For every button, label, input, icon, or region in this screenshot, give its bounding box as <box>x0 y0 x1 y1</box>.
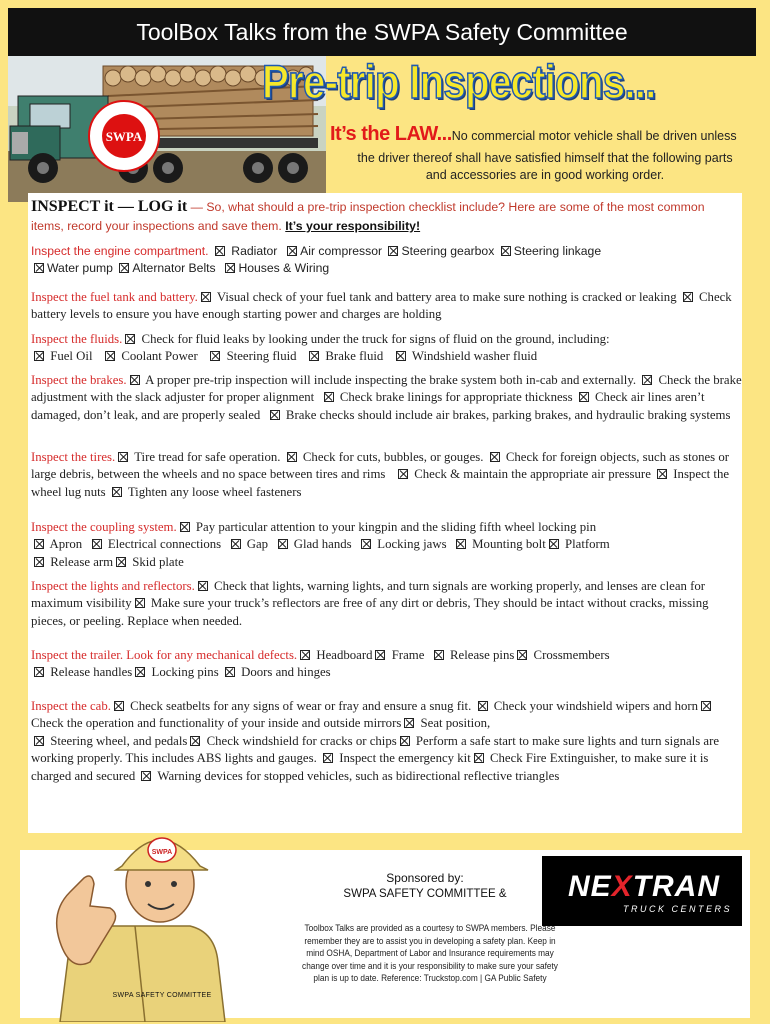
intro-text: So, what should a pre-trip inspection checklist include? Here are some of the most common items, record your inspections and save them. <box>31 200 705 233</box>
checkbox-icon <box>125 334 135 344</box>
hat-text: SWPA <box>151 849 173 856</box>
fluids-item: Steering fluid <box>226 349 297 364</box>
law-text-a: No commercial motor vehicle shall be driven unless <box>451 129 737 143</box>
intro-dash: — <box>187 200 207 214</box>
lights-section <box>31 578 743 630</box>
checkbox-icon <box>549 539 559 549</box>
cab-item: Steering wheel, and pedals <box>50 733 188 748</box>
sponsor-name: SWPA SAFETY COMMITTEE & <box>343 888 507 900</box>
checkbox-icon <box>190 736 200 746</box>
checkbox-icon <box>683 292 693 302</box>
fluids-item: Coolant Power <box>121 349 198 364</box>
trailer-item: Headboard <box>316 648 373 662</box>
brakes-item: Check brake linings for appropriate thickness <box>339 390 573 405</box>
checkbox-icon <box>105 351 115 361</box>
coupling-item: Glad hands <box>293 537 352 552</box>
seal-text: SWPA <box>105 129 143 144</box>
engine-item: Steering linkage <box>513 244 602 258</box>
engine-item: Radiator <box>231 244 278 258</box>
checkbox-icon <box>300 650 310 660</box>
checkbox-icon <box>34 667 44 677</box>
brakes-item: Brake checks should include air brakes, parking brakes, and hydraulic braking systems <box>285 407 731 422</box>
fluids-heading: Inspect the fluids. <box>31 332 123 346</box>
trailer-item: Locking pins <box>151 665 219 680</box>
checkbox-icon <box>278 539 288 549</box>
cab-heading: Inspect the cab. <box>31 699 111 713</box>
checkbox-icon <box>434 650 444 660</box>
law-text-c: and accessories are in good working order. <box>425 168 665 182</box>
swpa-seal-logo <box>88 100 160 172</box>
fluids-item: Brake fluid <box>325 349 384 364</box>
checkbox-icon <box>118 452 128 462</box>
checkbox-icon <box>361 539 371 549</box>
cab-item: Check windshield for cracks or chips <box>206 733 397 748</box>
coupling-item: Apron <box>49 537 83 552</box>
checkbox-icon <box>456 539 466 549</box>
fuel-heading: Inspect the fuel tank and battery. <box>31 290 198 304</box>
checkbox-icon <box>141 771 151 781</box>
engine-section <box>31 243 743 278</box>
checkbox-icon <box>116 557 126 567</box>
checkbox-icon <box>579 392 589 402</box>
checkbox-icon <box>287 452 297 462</box>
brakes-heading: Inspect the brakes. <box>31 373 127 387</box>
tires-item: Tire tread for safe operation. <box>134 450 281 464</box>
brakes-item: A proper pre-trip inspection will include inspecting the brake system both in-cab and externally. <box>145 373 637 387</box>
lights-item: Make sure your truck’s reflectors are free of any dirt or debris, They should be intact without cracks, missing pieces, or peeling. Replace when needed. <box>31 596 709 628</box>
coupling-item: Locking jaws <box>377 537 447 552</box>
cab-item: Check your windshield wipers and horn <box>493 699 699 713</box>
fluids-item: Fuel Oil <box>50 349 93 364</box>
trailer-item: Crossmembers <box>533 648 610 662</box>
checkbox-icon <box>180 522 190 532</box>
engine-item: Steering gearbox <box>401 244 495 258</box>
coupling-heading: Inspect the coupling system. <box>31 520 177 534</box>
engine-item: Water pump <box>47 261 113 276</box>
checkbox-icon <box>270 410 280 420</box>
tires-item: Inspect the wheel lug nuts <box>31 467 730 499</box>
tires-item: Check & maintain the appropriate air pressure <box>414 467 651 482</box>
checkbox-icon <box>225 667 235 677</box>
coupling-item: Mounting bolt <box>472 537 546 552</box>
fluids-section <box>31 331 743 366</box>
checkbox-icon <box>34 539 44 549</box>
engine-item: Houses & Wiring <box>238 261 330 276</box>
checkbox-icon <box>225 263 235 273</box>
checkbox-icon <box>135 667 145 677</box>
checkbox-icon <box>400 736 410 746</box>
checkbox-icon <box>114 701 124 711</box>
tires-item: Check for foreign objects, such as stones or large debris, between the wheels and no space between tires and rims <box>31 450 730 482</box>
checkbox-icon <box>201 292 211 302</box>
checkbox-icon <box>92 539 102 549</box>
law-title: It’s the LAW... <box>330 123 452 145</box>
checkbox-icon <box>375 650 385 660</box>
trailer-item: Frame <box>391 648 425 662</box>
cab-section <box>31 698 743 785</box>
header-title: ToolBox Talks from the SWPA Safety Committee <box>136 19 628 45</box>
cab-item: Warning devices for stopped vehicles, such as bidirectional reflective triangles <box>157 768 560 783</box>
checkbox-icon <box>215 246 225 256</box>
headline: Pre-trip Inspections... <box>262 55 656 108</box>
checkbox-icon <box>490 452 500 462</box>
nextran-tagline: TRUCK CENTERS <box>622 904 732 914</box>
checkbox-icon <box>324 392 334 402</box>
checkbox-icon <box>34 263 44 273</box>
tires-section <box>31 449 743 501</box>
fuel-section <box>31 289 743 324</box>
checkbox-icon <box>501 246 511 256</box>
disclaimer: Toolbox Talks are provided as a courtesy to SWPA members. Please remember they are to assist you in developing a safety plan. Keep in mind OSHA, Department of Labor and Insurance requirements may change over time and it is your responsibility to make sure your safety plan is up to date. Reference: Truckstop.com | GA Public Safety <box>302 923 558 984</box>
cab-item: Inspect the emergency kit <box>339 751 471 766</box>
tires-item: Tighten any loose wheel fasteners <box>127 484 302 499</box>
checkbox-icon <box>130 375 140 385</box>
checkbox-icon <box>474 753 484 763</box>
checkbox-icon <box>398 469 408 479</box>
trailer-heading: Inspect the trailer. Look for any mechanical defects. <box>31 648 298 662</box>
checklist-card <box>28 193 742 833</box>
coupling-item: Skid plate <box>132 554 184 569</box>
checkbox-icon <box>404 718 414 728</box>
checkbox-icon <box>309 351 319 361</box>
fluids-item: Windshield washer fluid <box>411 349 538 364</box>
checkbox-icon <box>287 246 297 256</box>
trailer-item: Release handles <box>50 665 133 680</box>
cab-item: Seat position, <box>420 716 491 731</box>
checkbox-icon <box>642 375 652 385</box>
engine-heading: Inspect the engine compartment. <box>31 244 209 258</box>
page-header <box>8 8 756 56</box>
lights-heading: Inspect the lights and reflectors. <box>31 579 195 593</box>
intro-responsibility: It’s your responsibility! <box>285 219 421 233</box>
cab-item: Check Fire Extinguisher, to make sure it is charged and secured <box>31 751 709 783</box>
checkbox-icon <box>210 351 220 361</box>
coupling-item: Release arm <box>50 554 114 569</box>
trailer-item: Release pins <box>450 648 515 662</box>
tires-heading: Inspect the tires. <box>31 450 116 464</box>
brakes-section <box>31 372 743 424</box>
checkbox-icon <box>34 351 44 361</box>
checkbox-icon <box>34 736 44 746</box>
checkbox-icon <box>198 581 208 591</box>
checkbox-icon <box>701 701 711 711</box>
law-text-b: the driver thereof shall have satisfied himself that the following parts <box>357 151 733 165</box>
law-statement-continued <box>330 150 760 184</box>
coupling-item: Electrical connections <box>107 537 222 552</box>
checkbox-icon <box>388 246 398 256</box>
law-statement <box>330 124 760 146</box>
sponsored-by-label: Sponsored by: <box>386 871 464 885</box>
checkbox-icon <box>657 469 667 479</box>
checkbox-icon <box>478 701 488 711</box>
trailer-item: Doors and hinges <box>241 665 331 680</box>
checkbox-icon <box>119 263 129 273</box>
worker-label: SWPA SAFETY COMMITTEE <box>112 992 212 999</box>
brakes-item: Check the brake adjustment with the slack adjuster for proper alignment <box>31 373 742 405</box>
brakes-item: Check air lines aren’t damaged, don’t leak, and are properly sealed <box>31 390 705 422</box>
engine-item: Air compressor <box>300 244 383 258</box>
coupling-section <box>31 519 743 571</box>
fluids-lead: Check for fluid leaks by looking under the truck for signs of fluid on the ground, including: <box>141 332 610 346</box>
fuel-item: Visual check of your fuel tank and battery area to make sure nothing is cracked or leaking <box>216 290 677 304</box>
intro <box>31 197 736 236</box>
engine-item: Alternator Belts <box>132 261 216 276</box>
intro-lead: INSPECT it — LOG it <box>31 198 188 215</box>
checkbox-icon <box>517 650 527 660</box>
cab-item: Check the operation and functionality of your inside and outside mirrors <box>31 716 402 731</box>
trailer-section <box>31 647 743 682</box>
checkbox-icon <box>34 557 44 567</box>
logo-part: TRAN <box>632 870 721 903</box>
coupling-lead: Pay particular attention to your kingpin and the sliding fifth wheel locking pin <box>195 520 597 534</box>
coupling-item: Platform <box>564 537 610 552</box>
tires-item: Check for cuts, bubbles, or gouges. <box>302 450 484 464</box>
checkbox-icon <box>396 351 406 361</box>
logo-part: X <box>611 870 633 903</box>
cab-item: Check seatbelts for any signs of wear or fray and ensure a snug fit. <box>130 699 472 713</box>
coupling-item: Gap <box>246 537 269 552</box>
checkbox-icon <box>231 539 241 549</box>
logo-part: NE <box>567 870 612 903</box>
lights-item: Check that lights, warning lights, and turn signals are working properly, and lenses are clean for maximum visibility <box>31 579 706 611</box>
checkbox-icon <box>112 487 122 497</box>
checkbox-icon <box>323 753 333 763</box>
nextran-logo <box>542 856 742 926</box>
cab-item: Perform a safe start to make sure lights and turn signals are working properly. This includes ABS lights and gauges. <box>31 733 720 766</box>
checkbox-icon <box>135 598 145 608</box>
nextran-wordmark <box>552 870 736 904</box>
fuel-item: Check battery levels to ensure you have enough starting power and charges are holding <box>31 290 732 322</box>
